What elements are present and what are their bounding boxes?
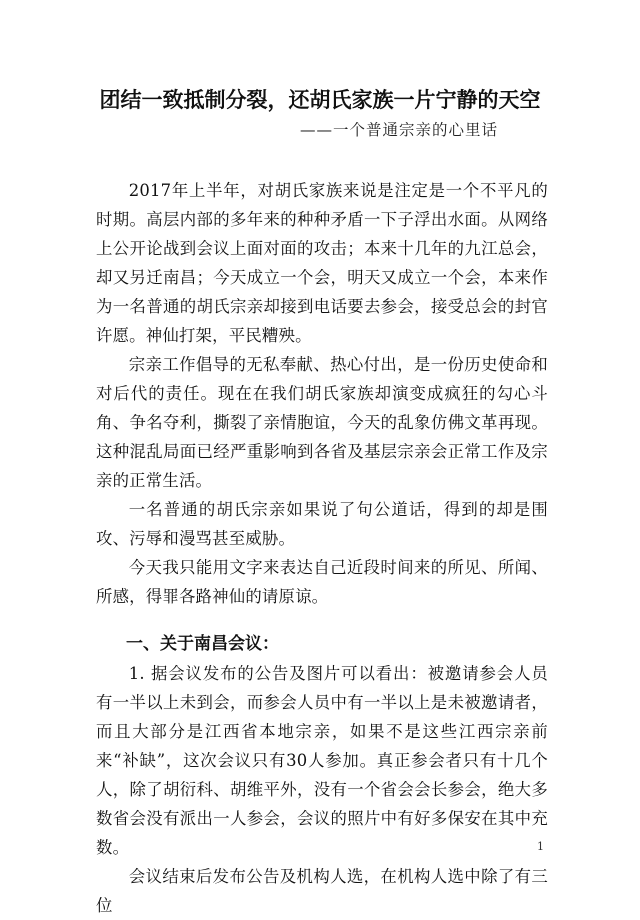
- document-title: 团结一致抵制分裂，还胡氏家族一片宁静的天空: [99, 88, 541, 112]
- page-number: 1: [537, 840, 544, 853]
- section-heading: 一、关于南昌会议：: [126, 634, 279, 654]
- paragraph: 今天我只能用文字来表达自己近段时间来的所见、所闻、所感，得罪各路神仙的请原谅。: [96, 558, 548, 606]
- document-subtitle: ——一个普通宗亲的心里话: [300, 121, 499, 139]
- paragraph: 宗亲工作倡导的无私奉献、热心付出，是一份历史使命和对后代的责任。现在在我们胡氏家族却演变成疯狂的勾心斗角、争名夺利，撕裂了亲情胞谊，今天的乱象仿佛文革再现。 这种混乱局面已经严重影响到各省及基层宗亲会正常工作及宗亲的正常生活。: [96, 355, 548, 490]
- paragraph: 1. 据会议发布的公告及图片可以看出：被邀请参会人员有一半以上未到会，而参会人员中有一半以上是未被邀请者，而且大部分是江西省本地宗亲，如果不是这些江西宗亲前来“补缺”，这次会议只有30人参加。真正参会者只有十几个人，除了胡衍科、胡维平外，没有一个省会会长参会，绝大多数省会没有派出一人参会，会议的照片中有好多保安在其中充数。: [96, 664, 548, 857]
- paragraph: 一名普通的胡氏宗亲如果说了句公道话，得到的却是围攻、污辱和漫骂甚至威胁。: [96, 500, 548, 548]
- paragraph: 会议结束后发布公告及机构人选，在机构人选中除了有三位: [96, 867, 548, 915]
- document-body: [96, 176, 548, 920]
- section-spacer: [96, 611, 548, 630]
- paragraph: 2017年上半年，对胡氏家族来说是注定是一个不平凡的时期。高层内部的多年来的种种矛盾一下子浮出水面。从网络上公开论战到会议上面对面的攻击；本来十几年的九江总会，却又另迁南昌；今天成立一个会，明天又成立一个会，本来作为一名普通的胡氏宗亲却接到电话要去参会，接受总会的封官许愿。神仙打架，平民糟殃。: [96, 181, 548, 345]
